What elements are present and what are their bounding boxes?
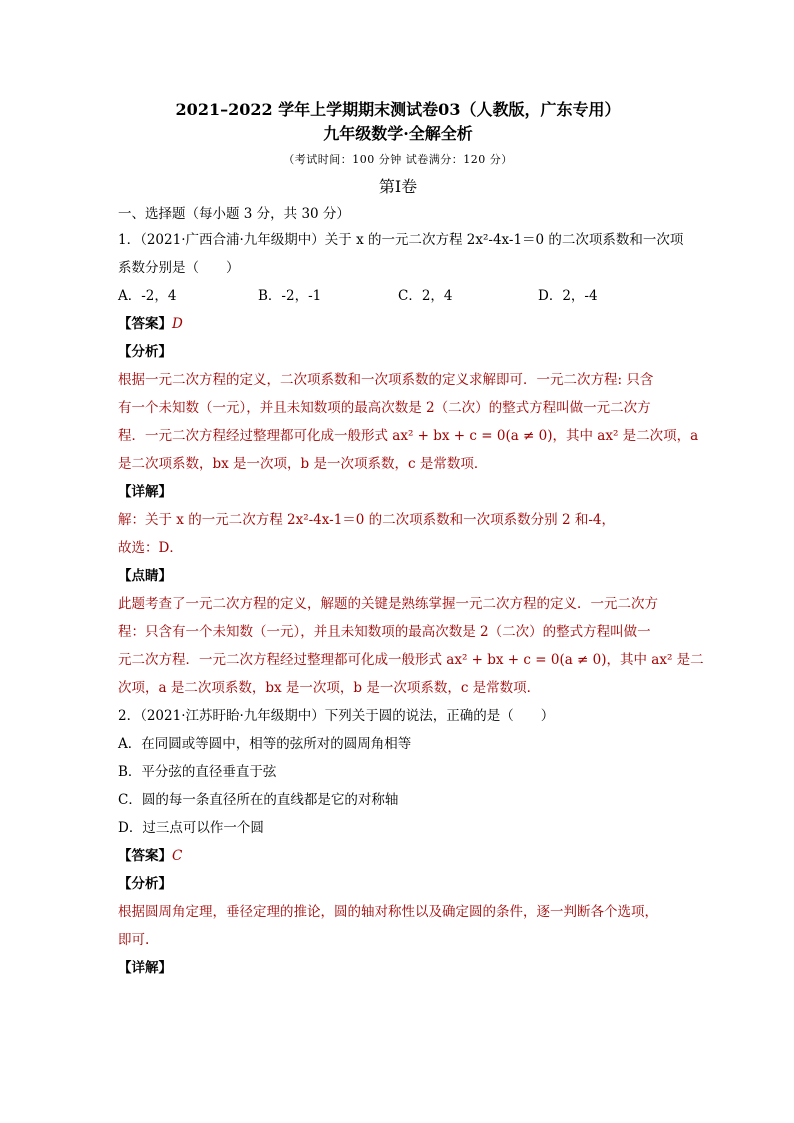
option-d: D．过三点可以作一个圆 bbox=[118, 820, 264, 836]
option-a: A．在同圆或等圆中，相等的弦所对的圆周角相等 bbox=[118, 736, 412, 752]
answer-line bbox=[118, 310, 678, 338]
analysis-tag: 【分析】 bbox=[118, 876, 172, 892]
detail-tag: 【详解】 bbox=[118, 960, 172, 976]
option-a: A．-2，4 bbox=[118, 288, 177, 304]
analysis-text: 根据圆周角定理，垂径定理的推论，圆的轴对称性以及确定圆的条件，逐一判断各个选项， bbox=[118, 904, 658, 920]
option-c: C．圆的每一条直径所在的直线都是它的对称轴 bbox=[118, 792, 399, 808]
analysis-text: 有一个未知数（一元），并且未知数项的最高次数是 2（二次）的整式方程叫做一元二次方 bbox=[118, 400, 651, 416]
option-c: C．2，4 bbox=[398, 288, 453, 304]
answer-value: C bbox=[172, 848, 183, 864]
answer-line bbox=[118, 842, 678, 870]
question-stem: 2．（2021·江苏盱眙·九年级期中）下列关于圆的说法，正确的是（ ） bbox=[118, 708, 555, 724]
comment-text: 此题考查了一元二次方程的定义，解题的关键是熟练掌握一元二次方程的定义．一元二次方 bbox=[118, 596, 658, 612]
options-row bbox=[118, 282, 678, 310]
document-page bbox=[118, 98, 704, 982]
answer-value: D bbox=[172, 316, 183, 332]
analysis-text: 程．一元二次方程经过整理都可化成一般形式 ax² + bx + c = 0(a ≠ 0)，其中 ax² 是二次项，a bbox=[118, 428, 699, 444]
question-2 bbox=[118, 702, 678, 982]
analysis-text: 即可. bbox=[118, 932, 150, 948]
comment-text: 元二次方程．一元二次方程经过整理都可化成一般形式 ax² + bx + c = 0(a ≠ 0)，其中 ax² 是二 bbox=[118, 652, 704, 668]
volume-title: 第Ⅰ卷 bbox=[378, 177, 418, 196]
option-b: B．-2，-1 bbox=[258, 288, 322, 304]
question-1 bbox=[118, 226, 704, 702]
analysis-tag: 【分析】 bbox=[118, 344, 172, 360]
question-stem: 1．（2021·广西合浦·九年级期中）关于 x 的一元二次方程 2x²-4x-1＝0 的二次项系数和一次项 bbox=[118, 232, 684, 248]
comment-tag: 【点睛】 bbox=[118, 568, 172, 584]
comment-text: 程：只含有一个未知数（一元），并且未知数项的最高次数是 2（二次）的整式方程叫做一 bbox=[118, 624, 651, 640]
answer-tag: 【答案】 bbox=[118, 316, 172, 332]
exam-info: （考试时间：100 分钟 试卷满分：120 分） bbox=[283, 153, 513, 166]
detail-text: 解：关于 x 的一元二次方程 2x²-4x-1＝0 的二次项系数和一次项系数分别 2 和-4， bbox=[118, 512, 615, 528]
option-b: B．平分弦的直径垂直于弦 bbox=[118, 764, 277, 780]
detail-text: 故选：D． bbox=[118, 540, 183, 556]
answer-tag: 【答案】 bbox=[118, 848, 172, 864]
question-stem: 系数分别是（ ） bbox=[118, 260, 240, 276]
analysis-text: 根据一元二次方程的定义，二次项系数和一次项系数的定义求解即可．一元二次方程: 只含 bbox=[118, 372, 654, 388]
document-subtitle: 九年级数学·全解全析 bbox=[323, 124, 473, 143]
option-d: D．2，-4 bbox=[538, 288, 598, 304]
comment-text: 次项，a 是二次项系数，bx 是一次项，b 是一次项系数，c 是常数项． bbox=[118, 680, 541, 696]
detail-tag: 【详解】 bbox=[118, 484, 172, 500]
document-title: 2021–2022 学年上学期期末测试卷03（人教版，广东专用） bbox=[175, 100, 621, 119]
section-heading: 一、选择题（每小题 3 分，共 30 分） bbox=[118, 206, 350, 222]
analysis-text: 是二次项系数，bx 是一次项，b 是一次项系数，c 是常数项． bbox=[118, 456, 488, 472]
